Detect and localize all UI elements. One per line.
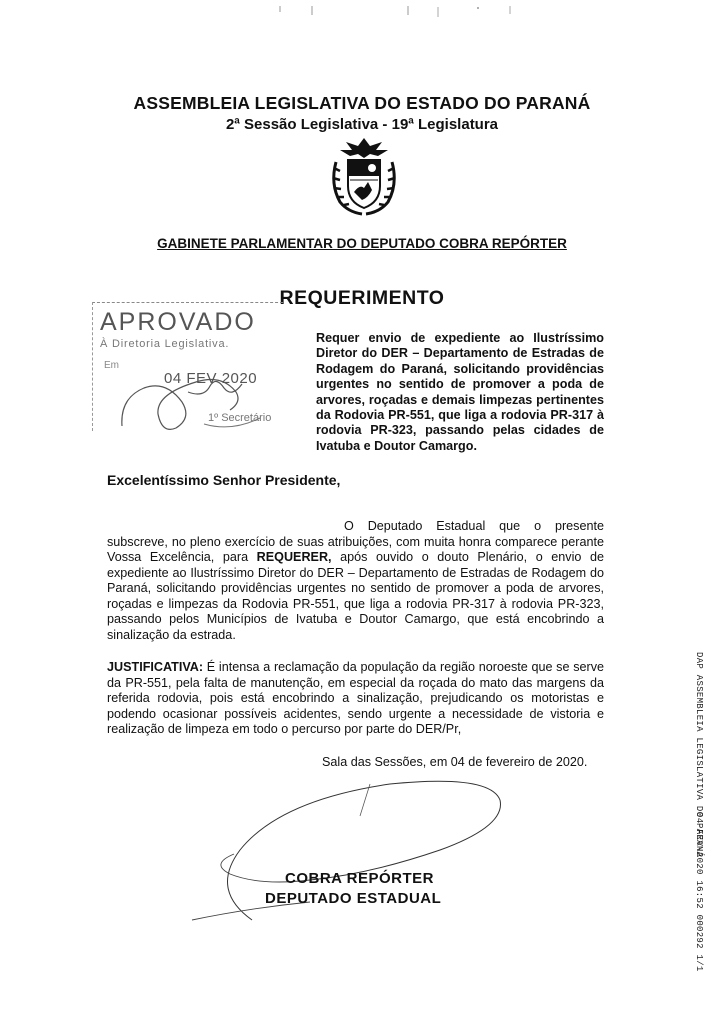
request-summary: Requer envio de expediente ao Ilustríssimo Diretor do DER – Departamento de Estradas de Rodagem do Paraná, solicitando providências urgentes no sentido de promover a poda de arvores, roçadas e demais limpezas pertinentes da Rodovia PR-551, que liga a rodovia PR-317 à rodovia PR-323, passando pelas cidades de Ivatuba e Doutor Camargo. [316,331,604,453]
stamp-signature-scribble-icon [92,302,290,442]
stamp-destination: À Diretoria Legislativa. [100,338,230,350]
p1-text-after: após ouvido o douto Plenário, o envio de expediente ao Ilustríssimo Diretor do DER – Departamento de Estradas de Rodagem do Paraná, solicitando providências urgentes no sentido de promover a poda de arvores, roçadas e limpezas da Rodovia PR-551, que liga a rodovia PR-317 à rodovia PR-323, passando pelos Municípios de Ivatuba e Doutor Camargo, que está encobrindo a sinalização da estrada. [107,550,604,642]
session-subtitle: 2ª Sessão Legislativa - 19ª Legislatura [225,116,499,133]
approval-stamp [92,302,290,442]
stamp-em-label: Em [104,360,119,371]
scan-marks [270,4,520,18]
document-type-title: REQUERIMENTO [279,287,445,309]
signer-title: DEPUTADO ESTADUAL [265,890,442,907]
closing-date-line: Sala das Sessões, em 04 de fevereiro de 2020. [322,755,588,769]
assembly-title: ASSEMBLEIA LEGISLATIVA DO ESTADO DO PARANÁ [133,93,591,113]
stamp-status: APROVADO [100,308,256,336]
justification-text: É intensa a reclamação da população da região noroeste que se serve da PR-551, pela falta de manutenção, em especial da roçada do mato das margens da referida rodovia, pois está encobrindo a sinalização, prejudicando os motoristas e podendo ocasionar possíveis acidentes, sendo urgente a necessidade de vistoria e realização de limpeza em todo o percurso por parte do DER/Pr, [107,660,604,736]
protocol-stamp [694,652,708,972]
p1-keyword: REQUERER, [256,550,332,564]
office-heading: GABINETE PARLAMENTAR DO DEPUTADO COBRA REPÓRTER [157,236,567,251]
signer-name: COBRA REPÓRTER [285,870,434,887]
body-paragraph-justification [107,660,604,738]
parana-coat-of-arms-icon [328,136,400,218]
p1-text-before: O Deputado Estadual que o presente subscreve, no pleno exercício de suas atribuições, com muita honra comparece perante Vossa Excelência, para [107,519,604,564]
body-paragraph-request [107,519,604,643]
justification-label: JUSTIFICATIVA: [107,660,204,674]
stamp-signer: 1º Secretário [208,412,272,424]
salutation: Excelentíssimo Senhor Presidente, [107,472,341,488]
protocol-line-2: 04-FEV-2020 16:52 000292 1/1 [694,812,704,972]
stamp-date: 04 FEV 2020 [164,370,258,387]
protocol-line-1: DAP ASSEMBLEIA LEGISLATIVA DO PARANÁ [694,652,704,858]
